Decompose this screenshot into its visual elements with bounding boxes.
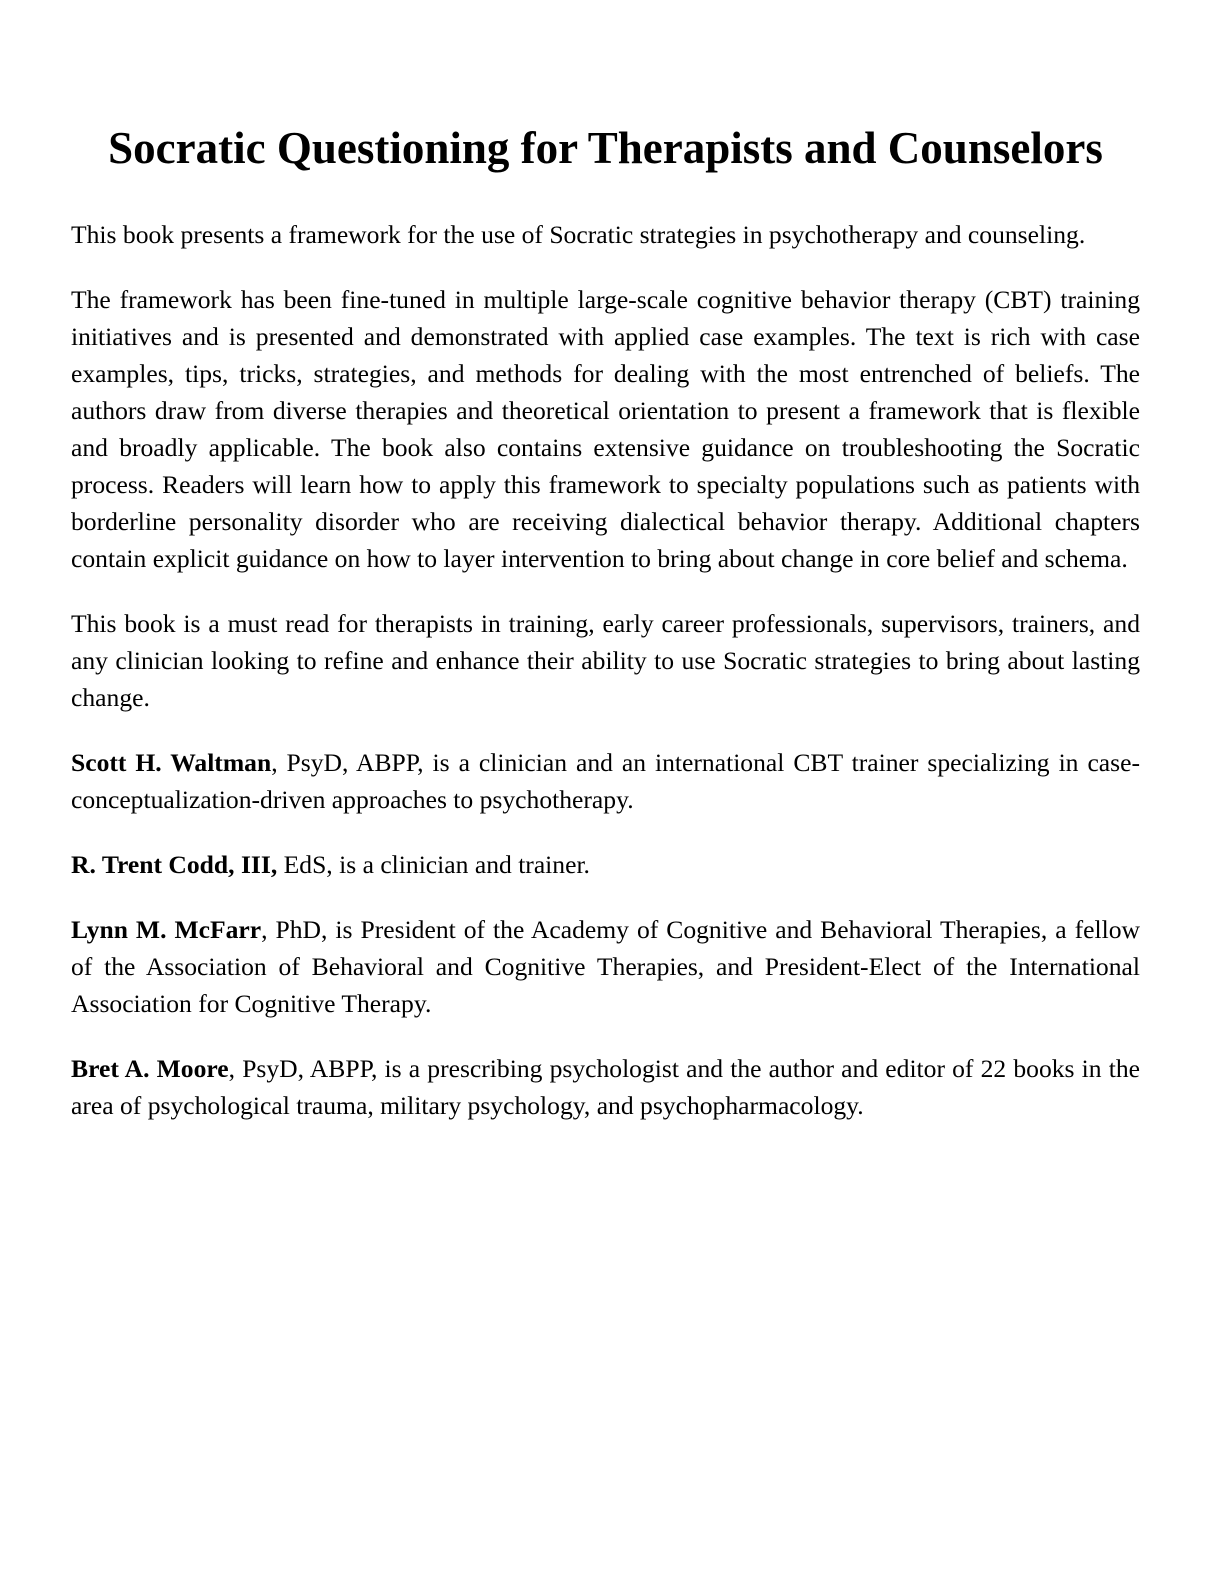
author-bio-mcfarr	[71, 911, 1140, 1022]
paragraph-framework: The framework has been fine-tuned in multiple large-scale cognitive behavior therapy (CBT) training initiatives and is presented and demonstrated with applied case examples. The text is rich with case examples, tips, tricks, strategies, and methods for dealing with the most entrenched of beliefs. The authors draw from diverse therapies and theoretical orientation to present a framework that is flexible and broadly applicable. The book also contains extensive guidance on troubleshooting the Socratic process. Readers will learn how to apply this framework to specialty populations such as patients with borderline personality disorder who are receiving dialectical behavior therapy. Additional chapters contain explicit guidance on how to layer intervention to bring about change in core belief and schema.	[71, 285, 1140, 573]
author-bio-codd	[71, 846, 1140, 883]
author-bio-text: , PsyD, ABPP, is a prescribing psychologist and the author and editor of 22 books in the area of psychological trauma, military psychology, and psychopharmacology.	[71, 1054, 1140, 1120]
paragraph-audience: This book is a must read for therapists in training, early career professionals, supervisors, trainers, and any clinician looking to refine and enhance their ability to use Socratic strategies to bring about lasting change.	[71, 609, 1140, 712]
author-name: R. Trent Codd, III,	[71, 850, 278, 879]
author-name: Bret A. Moore	[71, 1054, 229, 1083]
author-bio-text: , PhD, is President of the Academy of Cognitive and Behavioral Therapies, a fellow of the Association of Behavioral and Cognitive Therapies, and President-Elect of the International Association for Cognitive Therapy.	[71, 915, 1140, 1018]
author-name: Lynn M. McFarr	[71, 915, 262, 944]
author-bio-text: , PsyD, ABPP, is a clinician and an international CBT trainer specializing in case-conceptualization-driven approaches to psychotherapy.	[71, 748, 1141, 814]
author-bio-moore	[71, 1050, 1140, 1124]
document-title: Socratic Questioning for Therapists and Counselors	[108, 123, 1103, 173]
author-bio-waltman	[71, 744, 1140, 818]
document-page	[71, 0, 1140, 1152]
paragraph-intro: This book presents a framework for the use of Socratic strategies in psychotherapy and counseling.	[71, 220, 1086, 249]
author-bio-text: EdS, is a clinician and trainer.	[277, 850, 590, 879]
author-name: Scott H. Waltman	[71, 748, 272, 777]
document-body	[71, 216, 1140, 1124]
